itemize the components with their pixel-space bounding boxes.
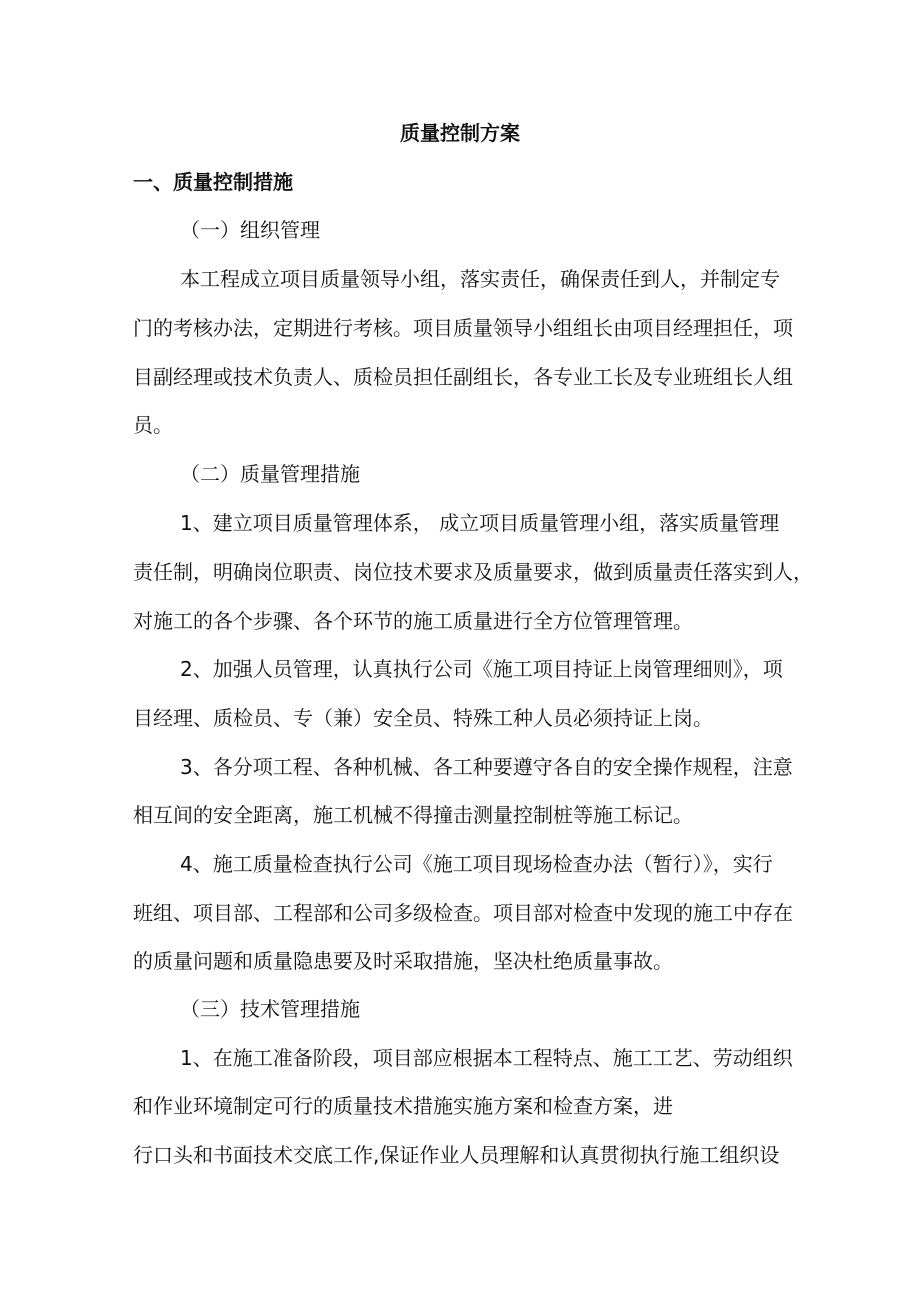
paragraph-line: 行口头和书面技术交底工作,保证作业人员理解和认真贯彻执行施工组织设 [133,1143,780,1167]
subsection-heading: （一）组织管理 [180,218,320,242]
paragraph-line: 本工程成立项目质量领导小组，落实责任，确保责任到人，并制定专 [180,267,780,291]
paragraph-line: 1、在施工准备阶段，项目部应根据本工程特点、施工工艺、劳动组织 [180,1046,793,1070]
paragraph-line: 责任制，明确岗位职责、岗位技术要求及质量要求，做到质量责任落实到人， [133,560,813,584]
paragraph-line: 相互间的安全距离，施工机械不得撞击测量控制桩等施工标记。 [133,803,693,827]
paragraph-line: 2、加强人员管理，认真执行公司《施工项目持证上岗管理细则》，项 [180,657,783,681]
paragraph-line: 1、建立项目质量管理体系， 成立项目质量管理小组，落实质量管理 [180,511,780,535]
paragraph-line: 和作业环境制定可行的质量技术措施实施方案和检查方案，进 [133,1094,673,1118]
paragraph-line: 目经理、质检员、专（兼）安全员、特殊工种人员必须持证上岗。 [133,706,713,730]
paragraph-line: 门的考核办法，定期进行考核。项目质量领导小组组长由项目经理担任，项 [133,316,793,340]
section-heading: 一、质量控制措施 [133,170,293,194]
paragraph-line: 对施工的各个步骤、各个环节的施工质量进行全方位管理管理。 [133,609,693,633]
paragraph-line: 4、施工质量检查执行公司《施工项目现场检查办法（暂行）》，实行 [180,852,773,876]
subsection-heading: （三）技术管理措施 [180,997,360,1021]
document-title: 质量控制方案 [400,121,520,145]
paragraph-line: 员。 [133,413,173,437]
paragraph-line: 目副经理或技术负责人、质检员担任副组长，各专业工长及专业班组长人组 [133,365,793,389]
paragraph-line: 班组、项目部、工程部和公司多级检查。项目部对检查中发现的施工中存在 [133,901,793,925]
paragraph-line: 3、各分项工程、各种机械、各工种要遵守各自的安全操作规程，注意 [180,755,793,779]
paragraph-line: 的质量问题和质量隐患要及时采取措施，坚决杜绝质量事故。 [133,949,673,973]
subsection-heading: （二）质量管理措施 [180,462,360,486]
